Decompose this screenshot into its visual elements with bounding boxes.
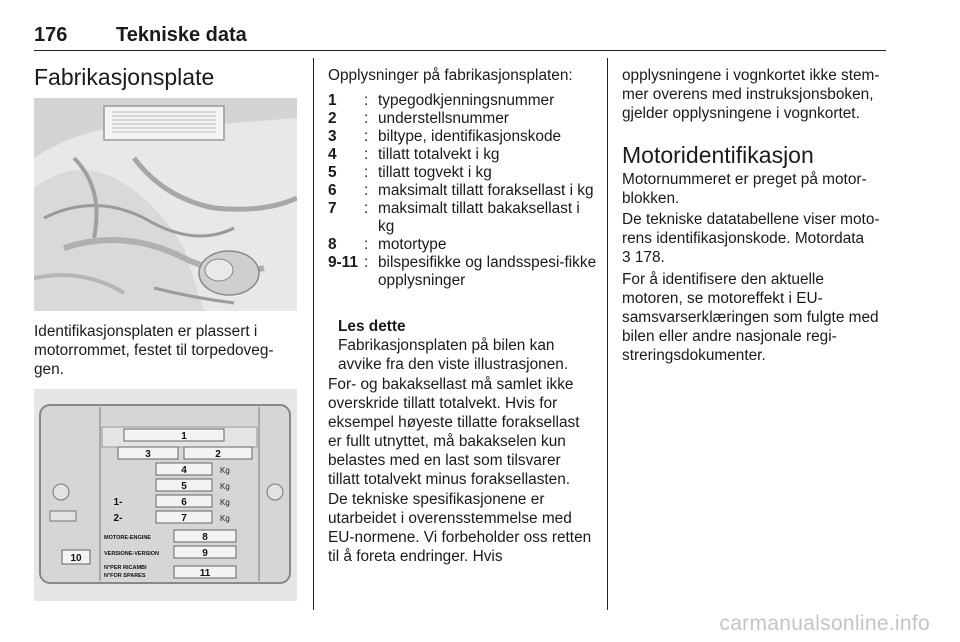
specifications-paragraph: De tekniske spesifikasjonene er utarbeidet i overensstemmelse med EU-normene. Vi forbeholder oss retten til å foreta endringer. Hvis (328, 491, 592, 565)
note-text: Fabrikasjonsplaten på bilen kan avvike fra den viste illustrasjonen. (338, 337, 569, 373)
plate-label-9: 9 (202, 548, 208, 559)
legend-item: 1 : typegodkjenningsnummer (328, 92, 598, 110)
legend-item: 9-11 : bilspesifikke og landsspesi-fikke opplysninger (328, 254, 597, 289)
column-divider-2 (607, 58, 608, 610)
legend-text: motortype (378, 236, 447, 253)
vehicle-registration-paragraph: opplysningene i vognkortet ikke stem-mer overens med instruksjonsboken, gjelder opplysningene i vognkortet. (622, 67, 880, 122)
legend-num: 4 (328, 146, 337, 163)
plate-row-1: 1- (113, 497, 123, 508)
plate-location-caption: Identifikasjonsplaten er plassert i motorrommet, festet til torpedoveg-gen. (34, 323, 274, 378)
plate-label-8: 8 (202, 532, 208, 543)
section-title-fabrikasjonsplate: Fabrikasjonsplate (34, 64, 215, 90)
identification-plate-illustration (34, 389, 297, 601)
engine-code-paragraph: De tekniske datatabellene viser moto-rens identifikasjonskode. Motordata (622, 211, 880, 247)
note-box (338, 317, 600, 374)
legend-num: 8 (328, 236, 337, 253)
note-heading: Les dette (338, 318, 406, 335)
header-divider (34, 50, 886, 51)
legend-item: 4 : tillatt totalvekt i kg (328, 146, 598, 164)
legend-text: typegodkjenningsnummer (378, 92, 555, 109)
chapter-title: Tekniske data (116, 24, 247, 46)
legend-num: 1 (328, 92, 337, 109)
plate-kg-7: Kg (220, 514, 230, 523)
plate-versione-label: VERSIONE-VERSION (104, 551, 160, 557)
identify-engine-paragraph: For å identifisere den aktuelle motoren, se motoreffekt i EU-samsvarserklæringen som fulgte med bilen eller andre nasjonale regi-streringsdokumenter. (622, 271, 879, 364)
section-title-motoridentifikasjon: Motoridentifikasjon (622, 142, 814, 168)
engine-code-block (622, 210, 888, 267)
legend-item: 7 : maksimalt tillatt bakaksellast i kg (328, 200, 598, 236)
plate-label-5: 5 (181, 481, 187, 492)
plate-kg-6: Kg (220, 498, 230, 507)
engine-data-xref[interactable]: 3 178. (622, 249, 665, 266)
plate-legend-list (328, 92, 598, 290)
plate-label-10: 10 (70, 553, 82, 564)
watermark: carmanualsonline.info (719, 612, 930, 635)
legend-item: 8 : motortype (328, 236, 598, 254)
legend-text: tillatt totalvekt i kg (378, 146, 500, 163)
plate-label-2: 2 (215, 449, 221, 460)
axle-load-paragraph: For- og bakaksellast må samlet ikke overskride tillatt totalvekt. Hvis for eksempel høyeste tillatte foraksellast er fullt utnyttet, må bakakselen kun belastes med en last som tilsvarer tillatt totalvekt minus foraksellasten. (328, 376, 580, 488)
legend-item: 6 : maksimalt tillatt foraksellast i kg (328, 182, 598, 200)
plate-kg-4: Kg (220, 466, 230, 475)
legend-text: bilspesifikke og landsspesi-fikke opplysninger (378, 254, 597, 289)
plate-label-1: 1 (181, 431, 187, 442)
page-number: 176 (34, 24, 68, 46)
legend-text: maksimalt tillatt foraksellast i kg (378, 182, 594, 199)
legend-item: 3 : biltype, identifikasjonskode (328, 128, 598, 146)
legend-text: biltype, identifikasjonskode (378, 128, 562, 145)
legend-num: 6 (328, 182, 337, 199)
plate-spares-label: N°FOR SPARES (104, 573, 146, 579)
legend-intro: Opplysninger på fabrikasjonsplaten: (328, 67, 573, 84)
plate-label-7: 7 (181, 513, 187, 524)
plate-ricambi-label: N°PER RICAMBI (104, 565, 147, 571)
plate-label-4: 4 (181, 465, 187, 476)
column-divider-1 (313, 58, 314, 610)
legend-text: tillatt togvekt i kg (378, 164, 492, 181)
legend-num: 3 (328, 128, 337, 145)
plate-motore-label: MOTORE-ENGINE (104, 535, 151, 541)
plate-row-2: 2- (113, 513, 123, 524)
legend-item: 2 : understellsnummer (328, 110, 598, 128)
plate-kg-5: Kg (220, 482, 230, 491)
plate-label-6: 6 (181, 497, 187, 508)
engine-number-paragraph: Motornummeret er preget på motor-blokken. (622, 171, 867, 207)
engine-compartment-illustration (34, 98, 297, 311)
plate-label-3: 3 (145, 449, 151, 460)
legend-text: maksimalt tillatt bakaksellast i kg (378, 200, 580, 235)
legend-text: understellsnummer (378, 110, 509, 127)
legend-item: 5 : tillatt togvekt i kg (328, 164, 598, 182)
legend-num: 5 (328, 164, 337, 181)
legend-num: 2 (328, 110, 337, 127)
plate-label-11: 11 (199, 568, 211, 579)
legend-num: 9-11 (328, 254, 358, 271)
legend-num: 7 (328, 200, 337, 217)
